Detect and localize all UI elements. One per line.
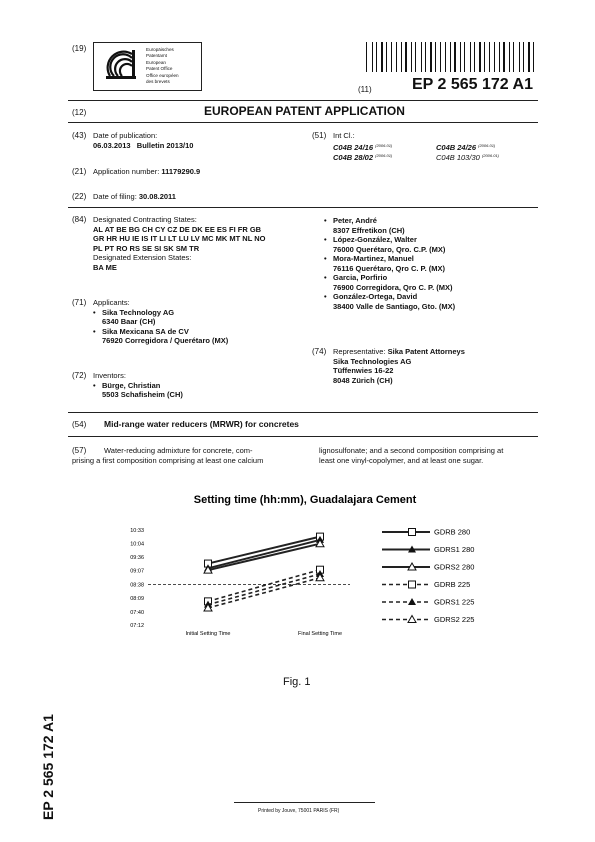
data-point [409,581,416,588]
series-line [208,540,320,568]
states-line: AL AT BE BG CH CY CZ DE DK EE ES FI FR GB [93,224,262,234]
data-point [408,598,416,605]
applicant-name: • Sika Mexicana SA de CV [93,326,189,336]
field-label: Representative: [333,347,388,356]
barcode-bar [479,42,481,72]
series-line [208,570,320,602]
inventor-name: • López-González, Walter [324,235,417,244]
x-category-label: Initial Setting Time [185,631,231,637]
application-number: 11179290.9 [161,167,201,176]
inventor-address: 8307 Effretikon (CH) [333,225,405,235]
barcode-bar [445,42,446,72]
legend-label: GDRS2 280 [434,562,475,572]
barcode-bar [440,42,441,72]
barcode-bar [464,42,465,72]
inventors-continued [324,216,455,311]
field-label: Date of filing: [93,192,139,201]
abstract-line: prising a first composition comprising at least one calcium [72,455,264,465]
inventor-name: • Garcia, Porfirio [324,273,388,282]
inid-74: (74) [312,347,327,356]
inventor-name-text: Bürge, Christian [102,380,161,390]
series-line [208,578,320,608]
publication-date: 06.03.2013 Bulletin 2013/10 [93,140,194,150]
class-date: (2006.01) [375,143,393,148]
barcode-bar [450,42,451,72]
epo-logo-icon [102,46,142,86]
inventor-name-text: Mora-Martinez, Manuel [333,254,414,263]
barcode-bar [528,42,530,72]
int-class [333,151,392,163]
inid-71: (71) [72,298,87,307]
applicants-field [93,298,228,346]
barcode-bar [401,42,402,72]
inventor-address: 76900 Corregidora, Qro C. P. (MX) [333,282,453,292]
inid-21: (21) [72,167,87,176]
inventor-name-text: González-Ortega, David [333,292,418,301]
publication-number: EP 2 565 172 A1 [412,76,533,93]
inid-12: (12) [72,108,87,117]
legend-label: GDRB 280 [434,527,471,537]
inventor-name-text: Garcia, Porfirio [333,273,388,282]
publication-date-field [93,131,193,150]
inid-57: (57) [72,446,87,455]
abstract-line: least one vinyl-copolymer, and at least one sugar. [319,455,484,465]
barcode-bar [405,42,407,72]
series-line [208,537,320,564]
y-tick-label: 08:09 [130,596,144,603]
invention-title: Mid-range water reducers (MRWR) for concretes [104,419,299,429]
inventor-address: 76116 Querétaro, Qro C. P. (MX) [333,263,445,273]
states-line: PL PT RO RS SE SI SK SM TR [93,243,200,253]
divider [68,436,538,437]
barcode-bar [489,42,490,72]
applicant-name: • Sika Technology AG [93,307,175,317]
class-date: (2006.01) [478,143,496,148]
inventor-name: • González-Ortega, David [324,292,418,301]
barcode-bar [484,42,485,72]
field-label: Date of publication: [93,131,158,140]
barcode-bar [430,42,432,72]
class-code: C04B 24/26 [436,143,477,152]
divider [68,122,538,123]
y-tick-label: 09:36 [130,554,144,561]
int-cl-label: Int Cl.: [333,131,355,140]
barcode-bar [376,42,377,72]
barcode-bar [519,42,520,72]
office-line: Europäisches [146,47,174,52]
barcode-bar [474,42,475,72]
x-category-label: Final Setting Time [297,631,343,637]
footer-divider [234,802,375,803]
inventor-name: • Mora-Martinez, Manuel [324,254,414,263]
inventor-name-text: Peter, André [333,216,377,225]
barcode-bar [454,42,456,72]
class-code: C04B 24/16 [333,143,374,152]
barcode-bar [372,42,373,72]
class-date: (2006.01) [375,153,393,158]
field-label: Designated Contracting States: [93,215,197,224]
barcode-bar [396,42,397,72]
y-tick-label: 07:40 [130,609,144,616]
designated-states-field [93,215,266,272]
field-label: Inventors: [93,371,126,380]
legend-label: GDRS1 225 [434,597,475,607]
printer-note: Printed by Jouve, 75001 PARIS (FR) [258,808,340,814]
inid-22: (22) [72,192,87,201]
barcode-bar [415,42,416,72]
document-type: EUROPEAN PATENT APPLICATION [204,104,405,118]
representative-name: Sika Patent Attorneys [387,347,465,356]
barcode-bar [503,42,505,72]
application-number-field [93,167,200,177]
barcode-bar [366,42,367,72]
inid-84: (84) [72,215,87,224]
representative-line [333,347,465,357]
representative-field [333,347,465,385]
inventors-field [93,371,183,400]
representative-address: Tüffenwies 16-22 [333,366,394,375]
divider [68,207,538,208]
barcode [366,42,538,72]
abstract-right [319,446,503,465]
barcode-bar [533,42,534,72]
inventor-address: 5503 Schafisheim (CH) [102,390,183,399]
figure-caption: Fig. 1 [283,676,311,688]
applicant-name-text: Sika Technology AG [102,307,175,317]
barcode-bar [499,42,500,72]
inid-19: (19) [72,44,87,53]
data-point [409,529,416,536]
class-date: (2006.01) [481,153,500,158]
field-label: Application number: [93,167,162,176]
barcode-bar [411,42,412,72]
barcode-bar [470,42,471,72]
series-line [208,574,320,605]
legend-label: GDRS2 225 [434,615,475,624]
inid-51: (51) [312,131,327,140]
barcode-bar [460,42,461,72]
epo-office-names [146,47,179,85]
extension-states: BA ME [93,262,117,272]
y-tick-label: 08:38 [130,582,144,589]
int-class [436,151,499,163]
setting-time-chart [100,490,500,640]
data-point [408,616,416,623]
barcode-bar [435,42,436,72]
states-line: GR HR HU IE IS IT LI LT LU LV MC MK MT NL NO [93,234,266,243]
office-line: des brevets [146,79,170,85]
inventor-name-text: López-González, Walter [333,235,417,244]
barcode-bar [425,42,426,72]
filing-date: 30.08.2011 [138,192,176,201]
barcode-bar [523,42,524,72]
abstract-line: lignosulfonate; and a second composition comprising at [319,446,504,455]
barcode-bar [381,42,383,72]
y-tick-label: 10:33 [130,528,144,534]
office-line: European [146,59,166,65]
filing-date-field [93,192,176,202]
applicant-address: 6340 Baar (CH) [102,317,156,326]
inventor-address: 76000 Querétaro, Qro. C.P. (MX) [333,244,446,254]
office-line: Patent Office [146,66,173,72]
barcode-bar [391,42,392,72]
office-line: Office européen [146,72,179,78]
barcode-bar [494,42,495,72]
field-label: Designated Extension States: [93,253,192,262]
class-code: C04B 103/30 [436,153,480,162]
applicant-name-text: Sika Mexicana SA de CV [102,326,189,336]
inventor-name: • Bürge, Christian [93,380,161,390]
inventor-name: • Peter, André [324,216,377,225]
class-code: C04B 28/02 [333,153,374,162]
representative-address: 8048 Zürich (CH) [333,375,393,385]
abstract-line: Water-reducing admixture for concrete, com- [104,446,253,455]
barcode-bar [513,42,514,72]
inid-72: (72) [72,371,87,380]
divider [68,412,538,413]
barcode-bar [509,42,510,72]
inid-11: (11) [358,85,372,94]
y-tick-label: 07:12 [130,623,144,629]
representative-address: Sika Technologies AG [333,356,412,366]
barcode-bar [386,42,387,72]
legend-label: GDRB 225 [434,580,471,589]
legend-label: GDRS1 280 [434,545,475,554]
inid-43: (43) [72,131,87,140]
y-tick-label: 10:04 [130,541,144,548]
applicant-address: 76920 Corregidora / Querétaro (MX) [102,336,229,345]
barcode-bar [421,42,422,72]
y-tick-label: 09:07 [130,568,144,575]
divider [68,100,538,101]
side-publication-number: EP 2 565 172 A1 [40,714,56,820]
inventor-address: 38400 Valle de Santiago, Gto. (MX) [333,301,456,311]
epo-logo-box [93,42,202,91]
inid-54: (54) [72,420,87,429]
field-label: Applicants: [93,298,130,307]
series-line [208,544,320,570]
office-line: Patentamt [146,53,167,59]
chart-title: Setting time (hh:mm), Guadalajara Cement [193,494,417,506]
